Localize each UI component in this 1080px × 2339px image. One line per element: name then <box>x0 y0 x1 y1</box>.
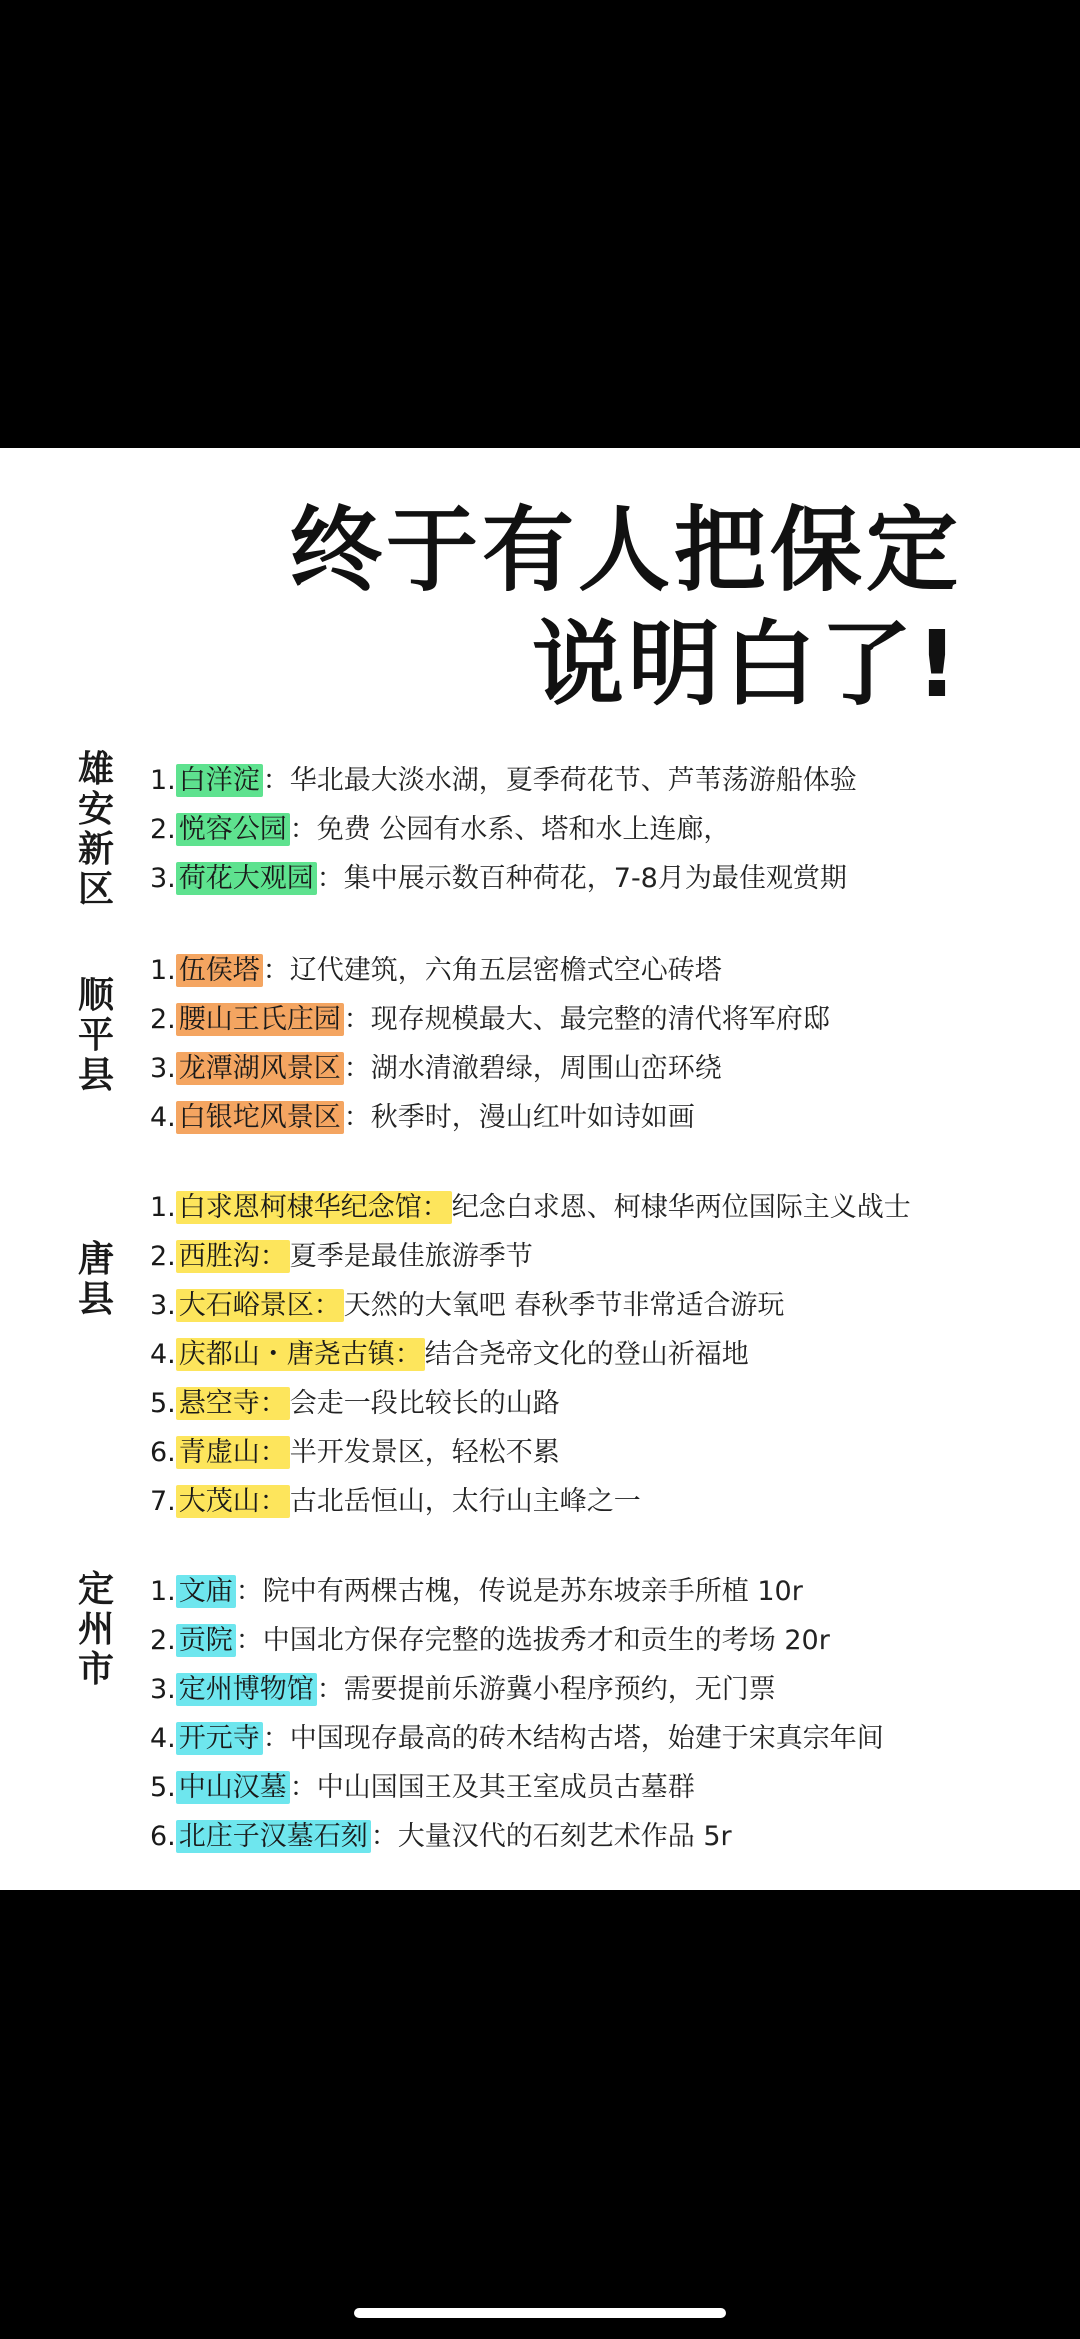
list-item <box>150 946 1050 995</box>
item-number: 4. <box>150 1723 176 1754</box>
region-label-char: 州 <box>77 1609 114 1650</box>
region-label-xiongan <box>68 750 124 910</box>
item-number: 7. <box>150 1486 176 1517</box>
list-item <box>150 1232 1050 1281</box>
place-description: ：辽代建筑，六角五层密檐式空心砖塔 <box>262 955 722 986</box>
item-number: 6. <box>150 1821 176 1852</box>
list-item <box>150 1428 1050 1477</box>
content-card <box>0 448 1080 1890</box>
region-label-char: 定 <box>77 1569 114 1610</box>
list-item <box>150 1183 1050 1232</box>
place-description: ：中山国国王及其王室成员古墓群 <box>289 1772 695 1803</box>
title-line-2: 说明白了! <box>532 611 962 718</box>
region-label-char: 唐 <box>77 1239 114 1280</box>
item-number: 5. <box>150 1772 176 1803</box>
title-line-1: 终于有人把保定 <box>289 497 962 604</box>
region-label-char: 区 <box>77 869 114 910</box>
region-label-char: 平 <box>77 1015 114 1056</box>
item-number: 2. <box>150 814 176 845</box>
item-number: 1. <box>150 765 176 796</box>
item-number: 2. <box>150 1241 176 1272</box>
place-name-highlight: 腰山王氏庄园 <box>176 1003 344 1036</box>
region-label-char: 县 <box>77 1055 114 1096</box>
region-list-shunping <box>150 946 1050 1142</box>
list-item <box>150 1330 1050 1379</box>
place-description: ：秋季时，漫山红叶如诗如画 <box>343 1102 695 1133</box>
place-description: ：需要提前乐游冀小程序预约，无门票 <box>316 1674 776 1705</box>
region-label-char: 新 <box>77 829 114 870</box>
region-label-char: 市 <box>77 1649 114 1690</box>
item-number: 1. <box>150 1192 176 1223</box>
place-name-highlight: 中山汉墓 <box>176 1771 290 1804</box>
place-name-highlight: 伍侯塔 <box>176 954 263 987</box>
item-number: 3. <box>150 1053 176 1084</box>
region-label-char: 县 <box>77 1279 114 1320</box>
list-item <box>150 1616 1050 1665</box>
place-name-highlight: 大石峪景区： <box>176 1289 344 1322</box>
region-label-dingzhou <box>68 1570 124 1690</box>
place-name-highlight: 文庙 <box>176 1575 236 1608</box>
list-item <box>150 854 1050 903</box>
list-item <box>150 1714 1050 1763</box>
home-indicator[interactable] <box>354 2308 726 2318</box>
item-number: 4. <box>150 1102 176 1133</box>
list-item <box>150 1044 1050 1093</box>
place-name-highlight: 白银坨风景区 <box>176 1101 344 1134</box>
place-name-highlight: 白求恩柯棣华纪念馆： <box>176 1191 452 1224</box>
place-name-highlight: 青虚山： <box>176 1436 290 1469</box>
item-number: 3. <box>150 1674 176 1705</box>
place-name-highlight: 西胜沟： <box>176 1240 290 1273</box>
place-name-highlight: 定州博物馆 <box>176 1673 317 1706</box>
list-item <box>150 1812 1050 1861</box>
place-description: 夏季是最佳旅游季节 <box>289 1241 533 1272</box>
place-name-highlight: 大茂山： <box>176 1485 290 1518</box>
place-description: ：院中有两棵古槐，传说是苏东坡亲手所植 10r <box>235 1576 803 1607</box>
place-name-highlight: 荷花大观园 <box>176 862 317 895</box>
item-number: 3. <box>150 1290 176 1321</box>
place-description: ：中国现存最高的砖木结构古塔，始建于宋真宗年间 <box>262 1723 884 1754</box>
place-description: 天然的大氧吧 春秋季节非常适合游玩 <box>343 1290 785 1321</box>
item-number: 3. <box>150 863 176 894</box>
place-description: 纪念白求恩、柯棣华两位国际主义战士 <box>451 1192 911 1223</box>
region-list-tangxian <box>150 1183 1050 1526</box>
list-item <box>150 1477 1050 1526</box>
region-label-char: 雄 <box>77 749 114 790</box>
list-item <box>150 1093 1050 1142</box>
list-item <box>150 995 1050 1044</box>
place-description: 半开发景区，轻松不累 <box>289 1437 560 1468</box>
place-description: ：大量汉代的石刻艺术作品 5r <box>370 1821 732 1852</box>
place-name-highlight: 开元寺 <box>176 1722 263 1755</box>
list-item <box>150 1567 1050 1616</box>
place-name-highlight: 白洋淀 <box>176 764 263 797</box>
region-label-char: 安 <box>77 789 114 830</box>
item-number: 1. <box>150 1576 176 1607</box>
place-name-highlight: 贡院 <box>176 1624 236 1657</box>
region-label-tangxian <box>68 1240 124 1320</box>
place-description: 古北岳恒山，太行山主峰之一 <box>289 1486 641 1517</box>
item-number: 4. <box>150 1339 176 1370</box>
list-item <box>150 805 1050 854</box>
region-label-char: 顺 <box>77 975 114 1016</box>
list-item <box>150 1379 1050 1428</box>
place-name-highlight: 庆都山・唐尧古镇： <box>176 1338 425 1371</box>
item-number: 6. <box>150 1437 176 1468</box>
item-number: 2. <box>150 1625 176 1656</box>
region-label-shunping <box>68 976 124 1096</box>
list-item <box>150 1281 1050 1330</box>
region-list-dingzhou <box>150 1567 1050 1861</box>
list-item <box>150 1763 1050 1812</box>
item-number: 2. <box>150 1004 176 1035</box>
place-name-highlight: 悦容公园 <box>176 813 290 846</box>
place-description: ：现存规模最大、最完整的清代将军府邸 <box>343 1004 830 1035</box>
place-description: ：免费 公园有水系、塔和水上连廊， <box>289 814 731 845</box>
place-description: 结合尧帝文化的登山祈福地 <box>424 1339 749 1370</box>
place-description: ：中国北方保存完整的选拔秀才和贡生的考场 20r <box>235 1625 830 1656</box>
place-description: ：湖水清澈碧绿，周围山峦环绕 <box>343 1053 722 1084</box>
list-item <box>150 756 1050 805</box>
region-list-xiongan <box>150 756 1050 903</box>
item-number: 1. <box>150 955 176 986</box>
place-description: 会走一段比较长的山路 <box>289 1388 560 1419</box>
place-name-highlight: 悬空寺： <box>176 1387 290 1420</box>
list-item <box>150 1665 1050 1714</box>
place-description: ：华北最大淡水湖，夏季荷花节、芦苇荡游船体验 <box>262 765 857 796</box>
item-number: 5. <box>150 1388 176 1419</box>
place-description: ：集中展示数百种荷花，7-8月为最佳观赏期 <box>316 863 847 894</box>
place-name-highlight: 北庄子汉墓石刻 <box>176 1820 371 1853</box>
place-name-highlight: 龙潭湖风景区 <box>176 1052 344 1085</box>
